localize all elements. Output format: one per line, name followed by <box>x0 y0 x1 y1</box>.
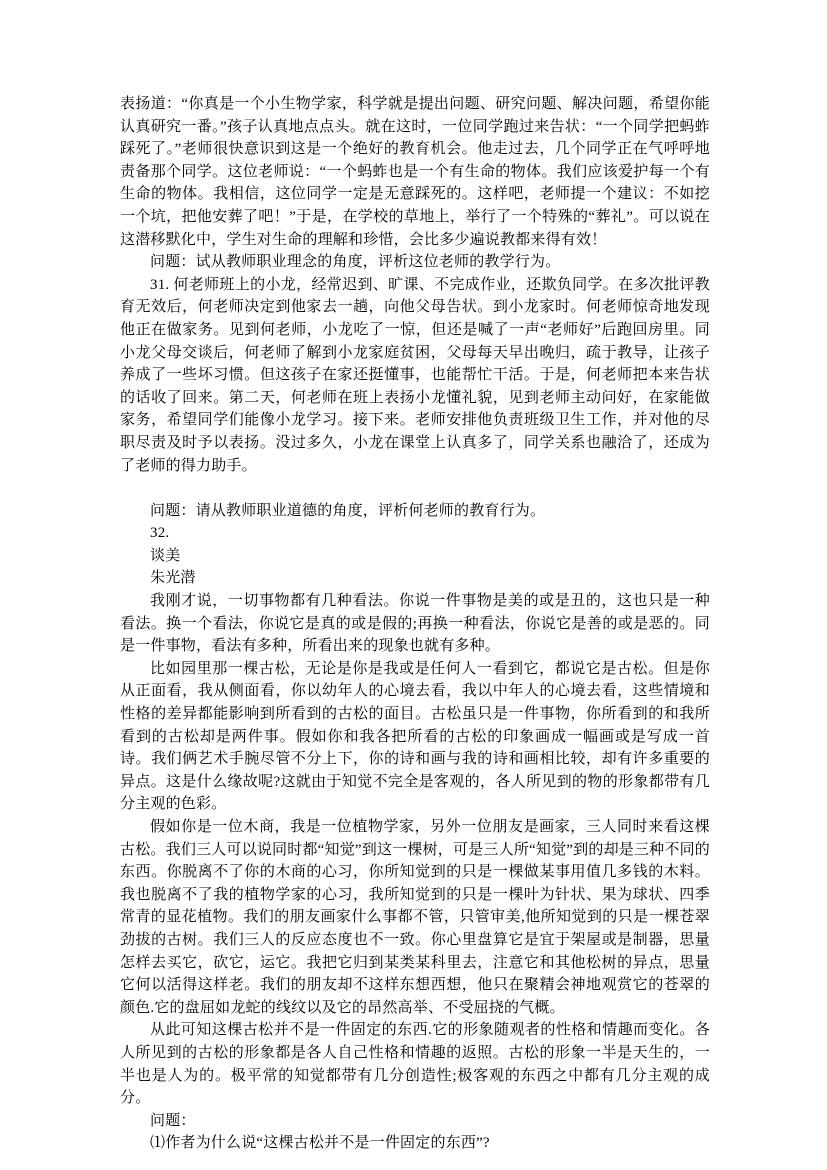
essay-paragraph-3: 假如你是一位木商，我是一位植物学家，另外一位朋友是画家，三人同时来看这棵古松。我们三人可以说同时都“知觉”到这一棵树，可是三人所“知觉”到的却是三种不同的东西。你脱离不了你的木商的心习，你所知觉到的只是一棵做某事用值几多钱的木料。我也脱离不了我的植物学家的心习，我所知觉到的只是一棵叶为针状、果为球状、四季常青的显花植物。我们的朋友画家什么事都不管，只管审美,他所知觉到的只是一棵苍翠劲拔的古树。我们三人的反应态度也不一致。你心里盘算它是宜于架屋或是制器，思量怎样去买它，砍它，运它。我把它归到某类某科里去，注意它和其他松树的异点，思量它何以活得这样老。我们的朋友却不这样东想西想，他只在聚精会神地观赏它的苍翠的颜色.它的盘屈如龙蛇的线纹以及它的昂然高举、不受屈挠的气概。 <box>120 819 710 1016</box>
question-30-prompt: 问题：试从教师职业理念的角度，评析这位老师的教学行为。 <box>150 254 561 271</box>
question-31-prompt: 问题：请从教师职业道德的角度，评析何老师的教育行为。 <box>150 502 546 519</box>
document-body <box>120 93 710 1155</box>
paragraph-continuation: 表扬道：“你真是一个小生物学家，科学就是提出问题、研究问题、解决问题，希望你能认真研究一番。”孩子认真地点点头。就在这时，一位同学跑过来告状：“一个同学把蚂蚱踩死了。”老师很快意识到这是一个绝好的教育机会。他走过去，几个同学正在气呼呼地责备那个同学。这位老师说：“一个蚂蚱也是一个有生命的物体。我们应该爱护每一个有生命的物体。我相信，这位同学一定是无意踩死的。这样吧，老师提一个建议：不如挖一个坑，把他安葬了吧！”于是，在学校的草地上，举行了一个特殊的“葬礼”。可以说在这潜移默化中，学生对生命的理解和珍惜，会比多少遍说教都来得有效！ <box>120 96 710 248</box>
question-32-label: 问题： <box>150 1112 196 1129</box>
essay-author: 朱光潜 <box>150 570 196 587</box>
essay-title: 谈美 <box>150 547 181 564</box>
question-31-case: 31. 何老师班上的小龙，经常迟到、旷课、不完成作业，还欺负同学。在多次批评教育无效后，何老师决定到他家去一趟，向他父母告状。到小龙家时。何老师惊奇地发现他正在做家务。见到何老师，小龙吃了一惊，但还是喊了一声“老师好”后跑回房里。同小龙父母交谈后，何老师了解到小龙家庭贫困，父母每天早出晚归，疏于教导，让孩子养成了一些坏习惯。但这孩子在家还挺懂事，也能帮忙干活。于是，何老师把本来告状的话收了回来。第二天，何老师在班上表扬小龙懂礼貌，见到老师主动问好，在家能做家务，希望同学们能像小龙学习。接下来。老师安排他负责班级卫生工作，并对他的尽职尽责及时予以表扬。没过多久，小龙在课堂上认真多了，同学关系也融洽了，还成为了老师的得力助手。 <box>120 276 710 474</box>
essay-paragraph-4: 从此可知这棵古松并不是一件固定的东西.它的形象随观者的性格和情趣而变化。各人所见到的古松的形象都是各人自己性格和情趣的返照。古松的形象一半是天生的，一半也是人为的。极平常的知觉都带有几分创造性;极客观的东西之中都有几分主观的成分。 <box>120 1022 710 1107</box>
essay-paragraph-2: 比如园里那一棵古松，无论是你是我或是任何人一看到它，都说它是古松。但是你从正面看，我从侧面看，你以幼年人的心境去看，我以中年人的心境去看，这些情境和性格的差异都能影响到所看到的古松的面目。古松虽只是一件事物，你所看到的和我所看到的古松却是两件事。假如你和我各把所看的古松的印象画成一幅画或是写成一首诗。我们俩艺术手腕尽管不分上下，你的诗和画与我的诗和画相比较，却有许多重要的异点。这是什么缘故呢?这就由于知觉不完全是客观的，各人所见到的物的形象都带有几分主观的色彩。 <box>120 660 710 813</box>
question-32-sub-1: ⑴作者为什么说“这棵古松并不是一件固定的东西”? <box>150 1135 490 1152</box>
blank-line <box>120 477 710 500</box>
question-32-number: 32. <box>150 525 170 542</box>
essay-paragraph-1: 我刚才说，一切事物都有几种看法。你说一件事物是美的或是丑的，这也只是一种看法。换一个看法，你说它是真的或是假的;再换一种看法，你说它是善的或是恶的。同是一件事物，看法有多种，所看出来的现象也就有多种。 <box>120 593 710 655</box>
